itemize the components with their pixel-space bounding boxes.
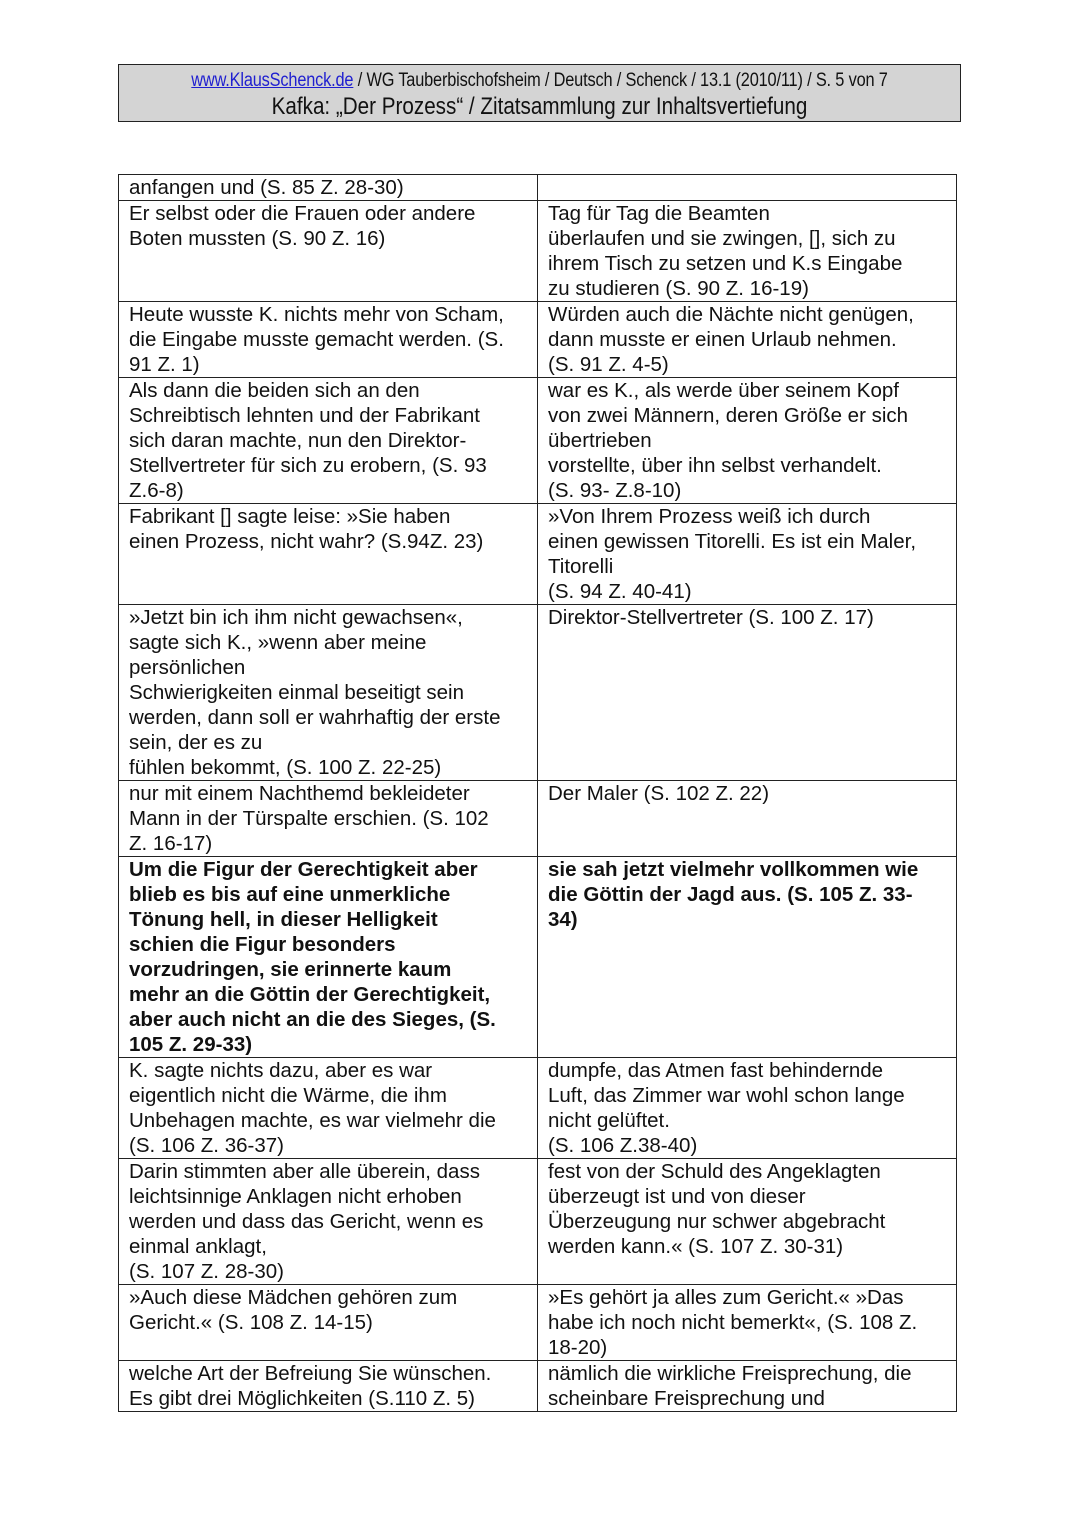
table-row <box>119 175 957 201</box>
page-header <box>118 64 961 122</box>
table-row <box>119 1159 957 1285</box>
quote-cell-right: Tag für Tag die Beamten überlaufen und sie zwingen, [], sich zu ihrem Tisch zu setzen und K.s Eingabe zu studieren (S. 90 Z. 16-19) <box>538 201 957 302</box>
table-row <box>119 1361 957 1412</box>
header-meta-line <box>178 70 901 92</box>
quote-table <box>118 174 957 1412</box>
quote-cell-left: anfangen und (S. 85 Z. 28-30) <box>119 175 538 201</box>
quote-cell-left: welche Art der Befreiung Sie wünschen. Es gibt drei Möglichkeiten (S.110 Z. 5) <box>119 1361 538 1412</box>
quote-cell-left: K. sagte nichts dazu, aber es war eigentlich nicht die Wärme, die ihm Unbehagen machte, es war vielmehr die (S. 106 Z. 36-37) <box>119 1058 538 1159</box>
quote-cell-right: Direktor-Stellvertreter (S. 100 Z. 17) <box>538 605 957 781</box>
quote-cell-left: Darin stimmten aber alle überein, dass leichtsinnige Anklagen nicht erhoben werden und dass das Gericht, wenn es einmal anklagt, (S. 107 Z. 28-30) <box>119 1159 538 1285</box>
quote-cell-right: Würden auch die Nächte nicht genügen, dann musste er einen Urlaub nehmen. (S. 91 Z. 4-5) <box>538 302 957 378</box>
quote-cell-right: »Von Ihrem Prozess weiß ich durch einen gewissen Titorelli. Es ist ein Maler, Titorelli (S. 94 Z. 40-41) <box>538 504 957 605</box>
quote-cell-right: war es K., als werde über seinem Kopf von zwei Männern, deren Größe er sich übertrieben vorstellte, über ihn selbst verhandelt. (S. 93- Z.8-10) <box>538 378 957 504</box>
table-row <box>119 201 957 302</box>
quote-cell-left: Als dann die beiden sich an den Schreibtisch lehnten und der Fabrikant sich daran machte, nun den Direktor- Stellvertreter für sich zu erobern, (S. 93 Z.6-8) <box>119 378 538 504</box>
document-title: Kafka: „Der Prozess“ / Zitatsammlung zur Inhaltsvertiefung <box>271 93 808 120</box>
table-row <box>119 378 957 504</box>
quote-cell-left: Um die Figur der Gerechtigkeit aber blieb es bis auf eine unmerkliche Tönung hell, in dieser Helligkeit schien die Figur besonders vorzudringen, sie erinnerte kaum mehr an die Göttin der Gerechtigkeit, aber auch nicht an die des Sieges, (S. 105 Z. 29-33) <box>119 857 538 1058</box>
table-row <box>119 781 957 857</box>
quote-cell-right: dumpfe, das Atmen fast behindernde Luft, das Zimmer war wohl schon lange nicht gelüftet. (S. 106 Z.38-40) <box>538 1058 957 1159</box>
table-row <box>119 605 957 781</box>
table-row <box>119 857 957 1058</box>
quote-cell-right: fest von der Schuld des Angeklagten überzeugt ist und von dieser Überzeugung nur schwer abgebracht werden kann.« (S. 107 Z. 30-31) <box>538 1159 957 1285</box>
quote-cell-right <box>538 175 957 201</box>
header-meta: / WG Tauberbischofsheim / Deutsch / Schenck / 13.1 (2010/11) / S. 5 von 7 <box>353 70 888 91</box>
table-row <box>119 302 957 378</box>
quote-cell-right: Der Maler (S. 102 Z. 22) <box>538 781 957 857</box>
quote-cell-left: Er selbst oder die Frauen oder andere Boten mussten (S. 90 Z. 16) <box>119 201 538 302</box>
quote-cell-right: »Es gehört ja alles zum Gericht.« »Das habe ich noch nicht bemerkt«, (S. 108 Z. 18-20) <box>538 1285 957 1361</box>
quote-cell-left: Heute wusste K. nichts mehr von Scham, die Eingabe musste gemacht werden. (S. 91 Z. 1) <box>119 302 538 378</box>
quote-cell-left: »Auch diese Mädchen gehören zum Gericht.« (S. 108 Z. 14-15) <box>119 1285 538 1361</box>
quote-cell-right: nämlich die wirkliche Freisprechung, die scheinbare Freisprechung und <box>538 1361 957 1412</box>
table-row <box>119 1058 957 1159</box>
quote-cell-right: sie sah jetzt vielmehr vollkommen wie die Göttin der Jagd aus. (S. 105 Z. 33- 34) <box>538 857 957 1058</box>
quote-cell-left: »Jetzt bin ich ihm nicht gewachsen«, sagte sich K., »wenn aber meine persönlichen Schwierigkeiten einmal beseitigt sein werden, dann soll er wahrhaftig der erste sein, der es zu fühlen bekommt, (S. 100 Z. 22-25) <box>119 605 538 781</box>
quote-cell-left: nur mit einem Nachthemd bekleideter Mann in der Türspalte erschien. (S. 102 Z. 16-17) <box>119 781 538 857</box>
website-link[interactable]: www.KlausSchenck.de <box>191 70 354 91</box>
table-row <box>119 1285 957 1361</box>
quote-cell-left: Fabrikant [] sagte leise: »Sie haben einen Prozess, nicht wahr? (S.94Z. 23) <box>119 504 538 605</box>
table-row <box>119 504 957 605</box>
